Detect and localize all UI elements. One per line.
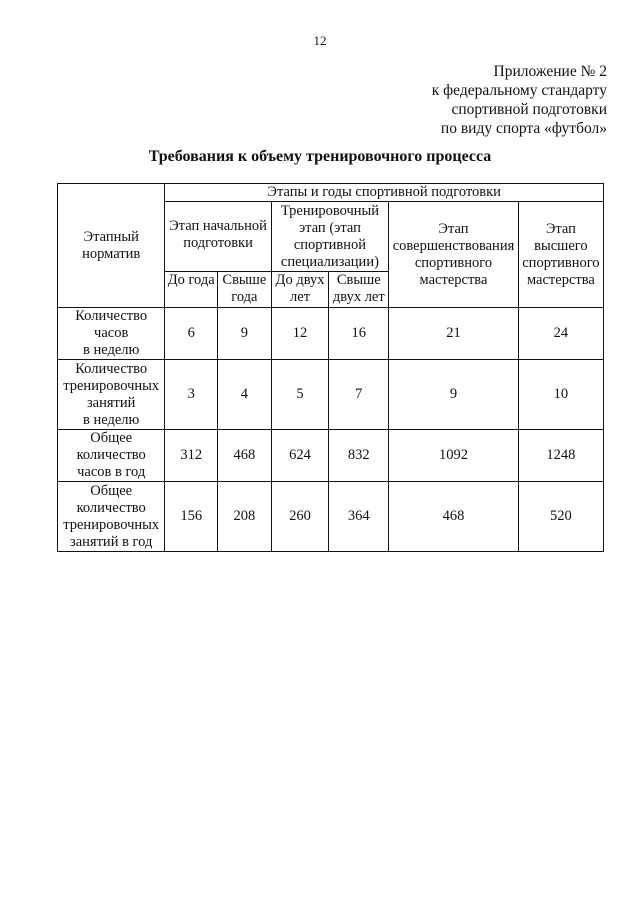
subheader-initial-over-year: Свыше года	[218, 272, 272, 308]
appendix-line: по виду спорта «футбол»	[440, 120, 607, 137]
requirements-table	[57, 183, 604, 552]
table-cell: 520	[518, 482, 603, 552]
table-row	[58, 360, 604, 430]
subheader-training-over-two: Свыше двух лет	[329, 272, 389, 308]
row-label: Количество часов в неделю	[58, 308, 165, 360]
table-cell: 16	[329, 308, 389, 360]
group-header: Этапы и годы спортивной подготовки	[165, 184, 604, 202]
stage-header-improvement: Этап совершенствования спортивного мастерства	[389, 202, 519, 308]
stage-header-training: Тренировочный этап (этап спортивной специализации)	[271, 202, 388, 272]
page-number: 12	[313, 33, 327, 48]
corner-header: Этапный норматив	[58, 184, 165, 308]
table-cell: 1248	[518, 430, 603, 482]
appendix-block	[432, 62, 607, 138]
table-cell: 832	[329, 430, 389, 482]
table-cell: 312	[165, 430, 218, 482]
table-cell: 21	[389, 308, 519, 360]
appendix-line: Приложение № 2	[493, 63, 607, 80]
table-cell: 5	[271, 360, 329, 430]
document-title: Требования к объему тренировочного процесса	[148, 148, 492, 165]
subheader-training-up-to-two: До двух лет	[271, 272, 329, 308]
table-cell: 4	[218, 360, 272, 430]
table-cell: 7	[329, 360, 389, 430]
table-cell: 3	[165, 360, 218, 430]
stage-header-highest: Этап высшего спортивного мастерства	[518, 202, 603, 308]
table-row	[58, 430, 604, 482]
table-row	[58, 308, 604, 360]
table-cell: 10	[518, 360, 603, 430]
row-label: Количество тренировочных занятий в неделю	[58, 360, 165, 430]
table-cell: 24	[518, 308, 603, 360]
table-header-row	[58, 184, 604, 202]
table-cell: 9	[218, 308, 272, 360]
row-label: Общее количество часов в год	[58, 430, 165, 482]
table-cell: 9	[389, 360, 519, 430]
appendix-line: спортивной подготовки	[451, 101, 607, 118]
table-cell: 6	[165, 308, 218, 360]
table-cell: 468	[218, 430, 272, 482]
table-row	[58, 482, 604, 552]
table-cell: 1092	[389, 430, 519, 482]
subheader-initial-up-to-year: До года	[165, 272, 218, 308]
table-cell: 624	[271, 430, 329, 482]
table-cell: 12	[271, 308, 329, 360]
table-cell: 364	[329, 482, 389, 552]
table-cell: 208	[218, 482, 272, 552]
row-label: Общее количество тренировочных занятий в год	[58, 482, 165, 552]
table-cell: 156	[165, 482, 218, 552]
appendix-line: к федеральному стандарту	[431, 82, 607, 99]
table-cell: 468	[389, 482, 519, 552]
table-cell: 260	[271, 482, 329, 552]
stage-header-initial: Этап начальной подготовки	[165, 202, 271, 272]
